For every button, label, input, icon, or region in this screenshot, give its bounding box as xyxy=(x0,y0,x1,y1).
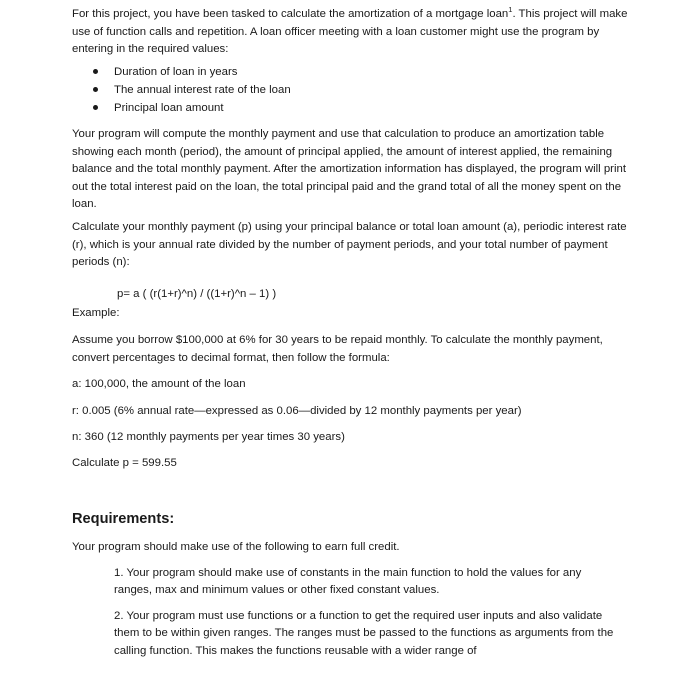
list-item: Duration of loan in years xyxy=(72,63,291,81)
list-item: The annual interest rate of the loan xyxy=(72,81,291,99)
bullet-icon xyxy=(93,105,98,110)
list-item: Principal loan amount xyxy=(72,99,291,117)
program-description-paragraph: Your program will compute the monthly payment and use that calculation to produce an amortization table showing each month (period), the amount of principal applied, the amount of interest applied, the remaining balance and the total monthly payment. After the amortization information has displayed, the program will print out the total interest paid on the loan, the total principal paid and the grand total of all the money spent on the loan. xyxy=(72,128,627,211)
bullet-icon xyxy=(93,69,98,74)
footnote-marker: 1 xyxy=(508,5,513,15)
example-a-line: a: 100,000, the amount of the loan xyxy=(72,378,246,390)
example-p-line: Calculate p = 599.55 xyxy=(72,457,177,469)
calculation-instructions-paragraph: Calculate your monthly payment (p) using your principal balance or total loan amount (a), periodic interest rate (r), which is your annual rate divided by the number of payment periods, and your total number of payment periods (n): xyxy=(72,221,627,269)
requirements-intro: Your program should make use of the following to earn full credit. xyxy=(72,541,400,553)
bullet-icon xyxy=(93,87,98,92)
input-values-list xyxy=(72,63,291,117)
requirement-item: 2. Your program must use functions or a function to get the required user inputs and also validate them to be within given ranges. The ranges must be passed to the functions as arguments from the calling function. This makes the functions reusable with a wider range of xyxy=(114,610,614,657)
example-label: Example: xyxy=(72,307,120,319)
intro-text: For this project, you have been tasked to calculate the amortization of a mortgage loan xyxy=(72,8,509,20)
example-description: Assume you borrow $100,000 at 6% for 30 years to be repaid monthly. To calculate the monthly payment, convert percentages to decimal format, then follow the formula: xyxy=(72,334,603,364)
requirement-item: 1. Your program should make use of constants in the main function to hold the values for any ranges, max and minimum values or other fixed constant values. xyxy=(114,567,582,597)
intro-paragraph xyxy=(72,6,628,59)
requirements-heading: Requirements: xyxy=(72,511,175,527)
intro-text-continued: . This project will make use of function calls and repetition. A loan officer meeting with a loan customer might use the program by entering in the required values: xyxy=(72,8,628,56)
payment-formula: p= a ( (r(1+r)^n) / ((1+r)^n – 1) ) xyxy=(117,288,277,300)
example-n-line: n: 360 (12 monthly payments per year times 30 years) xyxy=(72,431,345,443)
example-r-line: r: 0.005 (6% annual rate—expressed as 0.06—divided by 12 monthly payments per year) xyxy=(72,405,522,417)
